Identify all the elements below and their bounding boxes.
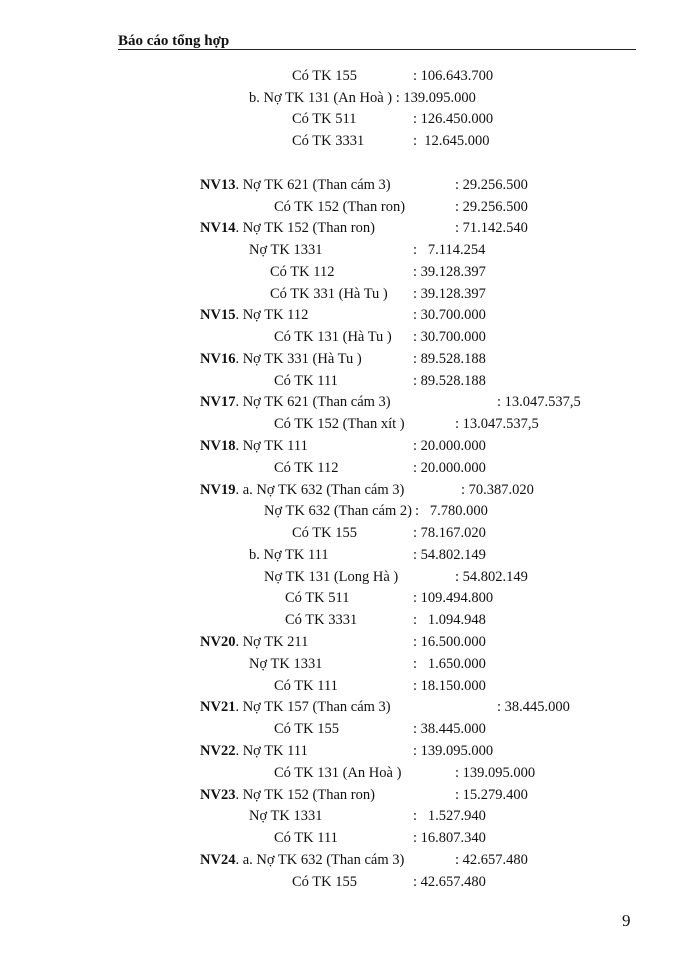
entry-line: NV24. a. Nợ TK 632 (Than cám 3) : 42.657.480 bbox=[200, 852, 528, 868]
entry-line: NV14. Nợ TK 152 (Than ron) : 71.142.540 bbox=[200, 220, 528, 236]
header-divider bbox=[118, 49, 636, 50]
entry-line: Có TK 152 (Than xít ) : 13.047.537,5 bbox=[274, 416, 539, 432]
entry-line: Nợ TK 632 (Than cám 2) : 7.780.000 bbox=[264, 503, 488, 519]
entry-line: Có TK 155 : 106.643.700 bbox=[292, 68, 494, 84]
entry-line: Có TK 111 : 89.528.188 bbox=[274, 373, 486, 389]
entry-line: NV23. Nợ TK 152 (Than ron) : 15.279.400 bbox=[200, 787, 528, 803]
entry-line: Nợ TK 1331 : 1.650.000 bbox=[249, 656, 486, 672]
entry-line: NV21. Nợ TK 157 (Than cám 3) : 38.445.000 bbox=[200, 699, 570, 715]
entry-line: Có TK 155 : 78.167.020 bbox=[292, 525, 486, 541]
entry-line: Nợ TK 131 (Long Hà ) : 54.802.149 bbox=[264, 569, 528, 585]
entry-line: NV19. a. Nợ TK 632 (Than cám 3) : 70.387.020 bbox=[200, 482, 534, 498]
entry-line: b. Nợ TK 111 : 54.802.149 bbox=[249, 547, 486, 563]
entry-line: Có TK 155 : 38.445.000 bbox=[274, 721, 486, 737]
entry-line: NV13. Nợ TK 621 (Than cám 3) : 29.256.500 bbox=[200, 177, 528, 193]
entry-line: Có TK 331 (Hà Tu ) : 39.128.397 bbox=[270, 286, 486, 302]
entry-line: Nợ TK 1331 : 7.114.254 bbox=[249, 242, 486, 258]
entry-line: Nợ TK 1331 : 1.527.940 bbox=[249, 808, 486, 824]
entry-line: Có TK 152 (Than ron) : 29.256.500 bbox=[274, 199, 528, 215]
entry-line: Có TK 131 (Hà Tu ) : 30.700.000 bbox=[274, 329, 486, 345]
entry-line: Có TK 111 : 16.807.340 bbox=[274, 830, 486, 846]
entry-line: Có TK 112 : 39.128.397 bbox=[270, 264, 486, 280]
entry-line: NV15. Nợ TK 112 : 30.700.000 bbox=[200, 307, 486, 323]
page-number: 9 bbox=[622, 911, 631, 930]
entry-line: NV16. Nợ TK 331 (Hà Tu ) : 89.528.188 bbox=[200, 351, 486, 367]
entry-line: Có TK 112 : 20.000.000 bbox=[274, 460, 486, 476]
entry-line: Có TK 155 : 42.657.480 bbox=[292, 874, 486, 890]
entry-line: NV18. Nợ TK 111 : 20.000.000 bbox=[200, 438, 486, 454]
entry-line: Có TK 3331 : 12.645.000 bbox=[292, 133, 490, 149]
page-header-title: Báo cáo tổng hợp bbox=[118, 33, 230, 49]
entry-line: Có TK 111 : 18.150.000 bbox=[274, 678, 486, 694]
entry-line: Có TK 131 (An Hoà ) : 139.095.000 bbox=[274, 765, 536, 781]
entry-line: Có TK 511 : 109.494.800 bbox=[285, 590, 494, 606]
entry-line: b. Nợ TK 131 (An Hoà ) : 139.095.000 bbox=[249, 90, 476, 106]
entry-line: Có TK 3331 : 1.094.948 bbox=[285, 612, 486, 628]
entry-line: NV20. Nợ TK 211 : 16.500.000 bbox=[200, 634, 486, 650]
entry-line: NV17. Nợ TK 621 (Than cám 3) : 13.047.537,5 bbox=[200, 394, 581, 410]
entry-line: NV22. Nợ TK 111 : 139.095.000 bbox=[200, 743, 494, 759]
entry-line: Có TK 511 : 126.450.000 bbox=[292, 111, 494, 127]
